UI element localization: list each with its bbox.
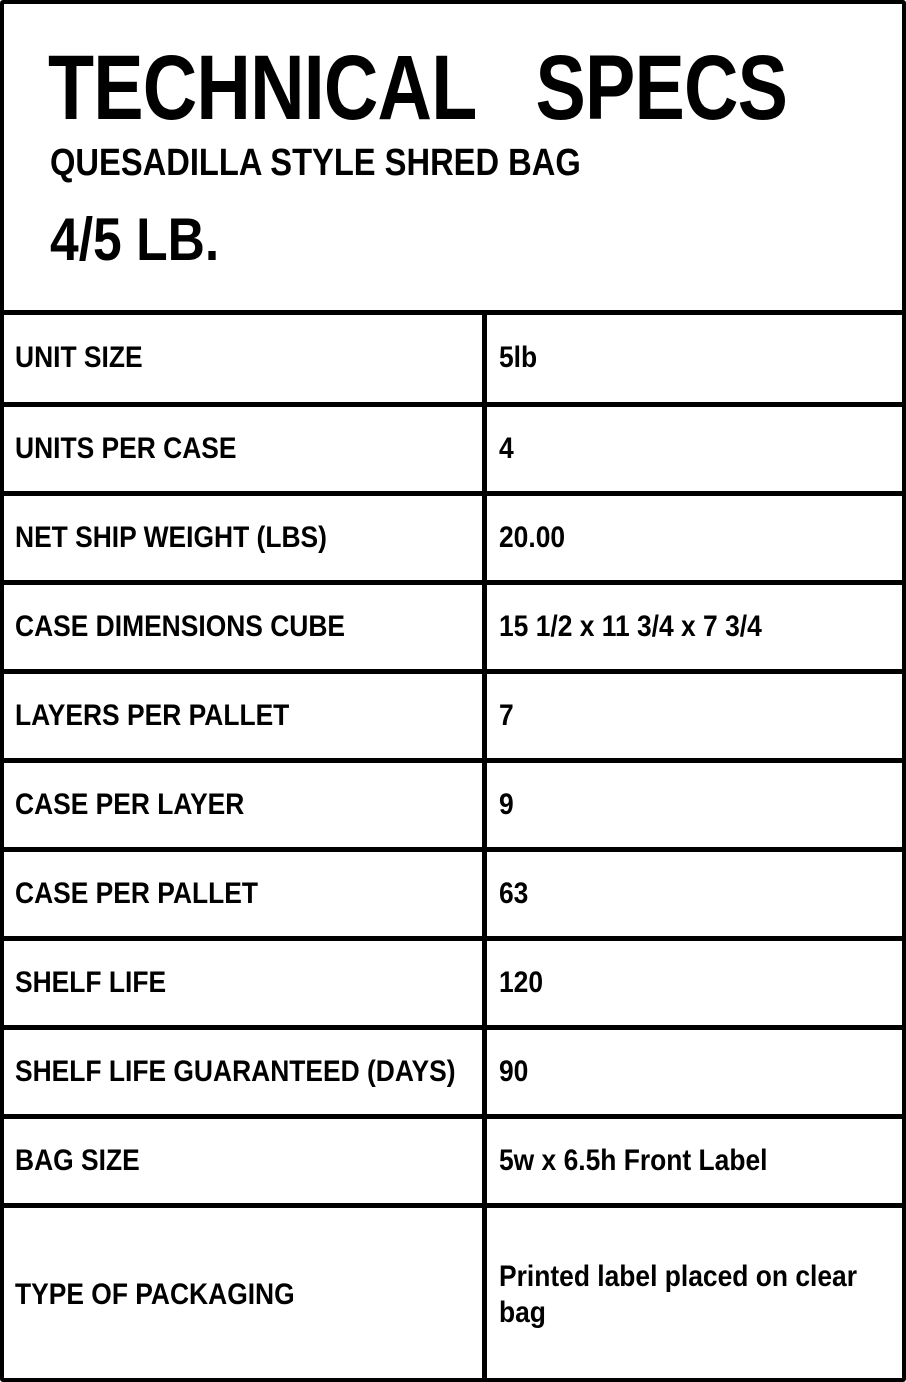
spec-header (4, 4, 902, 315)
spec-label-cell (4, 671, 485, 760)
product-size: 4/5 LB. (50, 206, 220, 273)
spec-label-cell (4, 849, 485, 938)
table-row (4, 404, 902, 493)
spec-label-cell (4, 1205, 485, 1382)
spec-value: 7 (499, 698, 514, 732)
spec-label: CASE DIMENSIONS CUBE (15, 609, 346, 643)
spec-value: 5w x 6.5h Front Label (499, 1143, 768, 1177)
spec-value: 15 1/2 x 11 3/4 x 7 3/4 (499, 609, 762, 643)
table-row (4, 1205, 902, 1382)
table-row (4, 582, 902, 671)
spec-value-cell (485, 404, 903, 493)
spec-label: BAG SIZE (15, 1143, 140, 1177)
spec-label: UNITS PER CASE (15, 431, 237, 465)
table-row (4, 1027, 902, 1116)
table-row (4, 315, 902, 404)
spec-label-cell (4, 404, 485, 493)
spec-table (4, 315, 902, 1382)
spec-value-cell (485, 1205, 903, 1382)
spec-value-cell (485, 493, 903, 582)
spec-label-cell (4, 315, 485, 404)
spec-label: UNIT SIZE (15, 341, 143, 375)
spec-label: CASE PER LAYER (15, 787, 245, 821)
spec-label-cell (4, 760, 485, 849)
spec-value-cell (485, 1116, 903, 1205)
spec-value-cell (485, 760, 903, 849)
table-row (4, 849, 902, 938)
spec-label: CASE PER PALLET (15, 876, 259, 910)
spec-label-cell (4, 938, 485, 1027)
table-row (4, 938, 902, 1027)
table-row (4, 493, 902, 582)
spec-label: SHELF LIFE (15, 965, 167, 999)
spec-label-cell (4, 1116, 485, 1205)
spec-label-cell (4, 1027, 485, 1116)
spec-value: 90 (499, 1054, 529, 1088)
spec-value: 63 (499, 876, 529, 910)
table-row (4, 760, 902, 849)
spec-value-cell (485, 1027, 903, 1116)
spec-value-cell (485, 849, 903, 938)
spec-value-cell (485, 671, 903, 760)
page-title: TECHNICAL SPECS (48, 37, 788, 139)
spec-value-cell (485, 938, 903, 1027)
spec-label: TYPE OF PACKAGING (15, 1277, 295, 1311)
table-row (4, 671, 902, 760)
spec-value: Printed label placed on clear bag (499, 1259, 857, 1329)
spec-label: SHELF LIFE GUARANTEED (DAYS) (15, 1054, 456, 1088)
spec-value-cell (485, 582, 903, 671)
spec-value-cell (485, 315, 903, 404)
spec-label-cell (4, 582, 485, 671)
table-row (4, 1116, 902, 1205)
spec-value: 120 (499, 965, 544, 999)
spec-label-cell (4, 493, 485, 582)
spec-value: 9 (499, 787, 514, 821)
spec-value: 4 (499, 431, 514, 465)
spec-label: LAYERS PER PALLET (15, 698, 290, 732)
product-name: QUESADILLA STYLE SHRED BAG (50, 142, 581, 184)
spec-value: 5lb (499, 341, 538, 375)
spec-label: NET SHIP WEIGHT (LBS) (15, 520, 327, 554)
spec-value: 20.00 (499, 520, 566, 554)
